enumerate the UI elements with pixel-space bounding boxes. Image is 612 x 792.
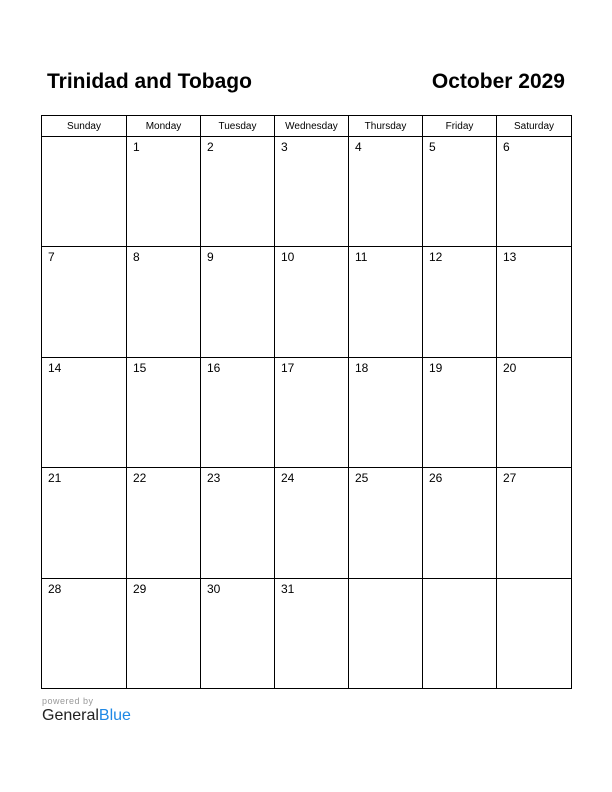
day-cell [201, 468, 275, 578]
day-number: 21 [48, 471, 62, 486]
day-cell [127, 137, 201, 247]
day-number: 6 [503, 140, 510, 154]
day-cell [423, 137, 497, 247]
day-cell [201, 357, 275, 467]
week-row [42, 468, 572, 578]
day-number [42, 137, 126, 140]
footer-branding [42, 696, 131, 725]
day-number [349, 579, 422, 582]
day-number: 17 [281, 360, 295, 375]
day-number: 10 [281, 250, 295, 265]
weekday-header-row [42, 116, 572, 137]
day-number: 11 [355, 250, 368, 265]
day-number: 14 [48, 360, 62, 375]
day-number: 5 [429, 140, 436, 154]
day-number: 27 [503, 471, 517, 486]
day-cell [497, 468, 572, 578]
day-cell [42, 468, 127, 578]
day-cell [423, 357, 497, 467]
month-year-title: October 2029 [431, 70, 565, 93]
day-number: 22 [133, 471, 147, 486]
week-row [42, 137, 572, 247]
day-number: 8 [133, 250, 140, 265]
day-cell [349, 578, 423, 688]
weekday-tuesday: Tuesday [201, 116, 275, 137]
day-number: 16 [207, 360, 221, 375]
day-cell [127, 468, 201, 578]
weekday-saturday: Saturday [497, 116, 572, 137]
day-number: 9 [207, 250, 214, 265]
day-number: 12 [429, 250, 443, 265]
day-cell [275, 578, 349, 688]
day-cell [201, 578, 275, 688]
day-number: 28 [48, 581, 62, 596]
weekday-friday: Friday [423, 116, 497, 137]
weekday-wednesday: Wednesday [275, 116, 349, 137]
day-cell [275, 468, 349, 578]
day-cell [349, 468, 423, 578]
day-cell [497, 578, 572, 688]
day-cell [42, 357, 127, 467]
day-number [497, 579, 571, 582]
day-number: 26 [429, 471, 443, 486]
day-cell [201, 247, 275, 357]
day-number: 24 [281, 471, 295, 486]
day-number: 2 [207, 140, 214, 154]
day-number: 20 [503, 360, 517, 375]
day-cell [497, 357, 572, 467]
day-cell [423, 247, 497, 357]
brand-blue: Blue [98, 707, 131, 724]
calendar-grid [41, 115, 572, 689]
day-cell [127, 247, 201, 357]
day-cell [275, 137, 349, 247]
day-cell [423, 578, 497, 688]
day-number: 18 [355, 360, 369, 375]
day-cell [497, 137, 572, 247]
day-cell [349, 247, 423, 357]
day-number: 19 [429, 360, 443, 375]
powered-by-text: powered by [42, 696, 94, 706]
weekday-thursday: Thursday [349, 116, 423, 137]
day-cell [42, 247, 127, 357]
day-cell [349, 357, 423, 467]
week-row [42, 357, 572, 467]
weekday-monday: Monday [127, 116, 201, 137]
day-cell [275, 247, 349, 357]
day-number: 25 [355, 471, 369, 486]
day-number: 3 [281, 140, 288, 154]
day-number: 23 [207, 471, 221, 486]
week-row [42, 247, 572, 357]
day-cell [349, 137, 423, 247]
day-number: 13 [503, 250, 517, 265]
day-number: 7 [48, 250, 55, 265]
day-cell [275, 357, 349, 467]
day-cell [42, 578, 127, 688]
day-cell [42, 137, 127, 247]
generalblue-logo[interactable] [42, 707, 131, 725]
day-number: 15 [133, 360, 147, 375]
week-row [42, 578, 572, 688]
weekday-sunday: Sunday [42, 116, 127, 137]
day-cell [497, 247, 572, 357]
day-cell [127, 357, 201, 467]
brand-general: General [42, 707, 99, 724]
day-number: 31 [281, 581, 295, 596]
day-number: 29 [133, 581, 147, 596]
day-number: 1 [133, 140, 140, 154]
day-number [423, 579, 496, 582]
day-cell [127, 578, 201, 688]
day-cell [201, 137, 275, 247]
day-number: 30 [207, 581, 221, 596]
day-number: 4 [355, 140, 362, 154]
day-cell [423, 468, 497, 578]
country-title: Trinidad and Tobago [47, 70, 252, 93]
